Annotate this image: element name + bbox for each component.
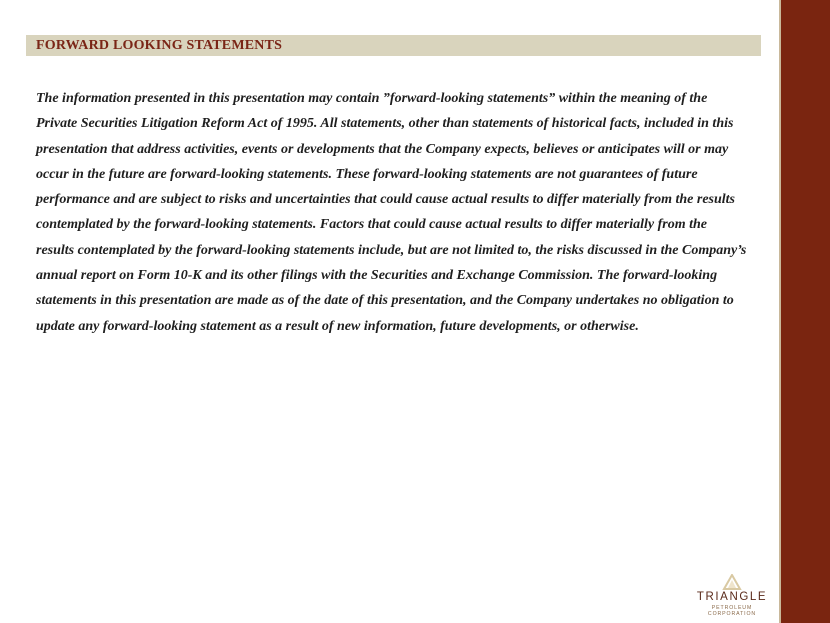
logo-name: TRIANGLE (696, 591, 768, 603)
disclaimer-paragraph: The information presented in this presentation may contain ”forward-looking statements” within the meaning of the Private Securities Litigation Reform Act of 1995. All statements, other than statements of historical facts, included in this presentation that address activities, events or developments that the Company expects, believes or anticipates will or may occur in the future are forward-looking statements. These forward-looking statements are not guarantees of future performance and are subject to risks and uncertainties that could cause actual results to differ materially from the results contemplated by the forward-looking statements. Factors that could cause actual results to differ materially from the results contemplated by the forward-looking statements include, but are not limited to, the risks discussed in the Company’s annual report on Form 10-K and its other filings with the Securities and Exchange Commission. The forward-looking statements in this presentation are made as of the date of this presentation, and the Company undertakes no obligation to update any forward-looking statement as a result of new information, future developments, or otherwise. (36, 91, 747, 334)
logo-tagline: PETROLEUM CORPORATION (707, 605, 757, 617)
company-logo (688, 574, 778, 617)
right-decorative-band (781, 0, 830, 623)
page-title: FORWARD LOOKING STATEMENTS (36, 37, 283, 53)
title-bar (26, 35, 761, 56)
